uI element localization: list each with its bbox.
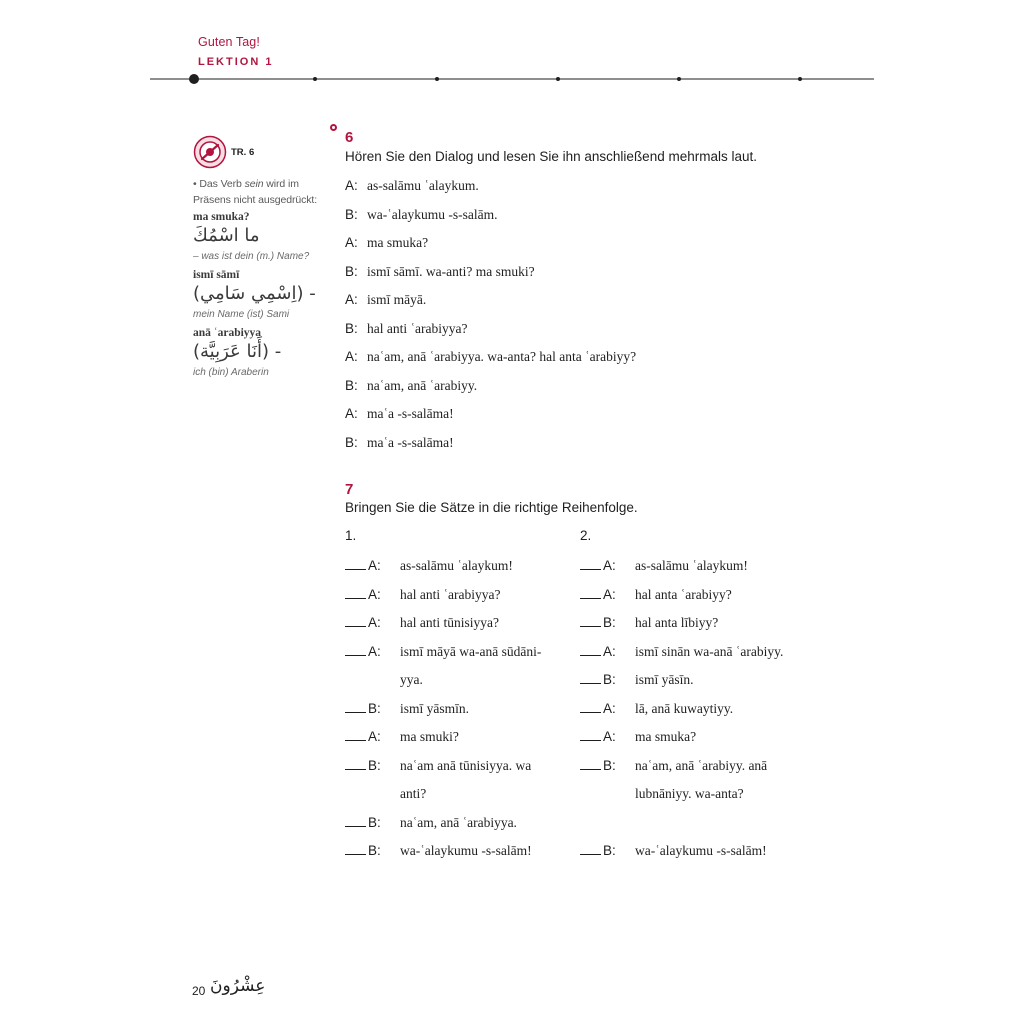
ordering-speaker: A: — [603, 558, 616, 573]
order-number-blank[interactable] — [345, 557, 366, 570]
dialog-text: ismī māyā. — [367, 292, 427, 307]
ordering-text: lubnāniyy. wa-anta? — [635, 786, 744, 801]
example-arabic: (أَنَا عَرَبِيَّة) - — [193, 341, 282, 362]
dialog-speaker: A: — [345, 406, 358, 421]
ordering-text: ismī sinān wa-anā ʿarabiyy. — [635, 643, 784, 659]
dialog-line — [345, 178, 479, 198]
example-translit: ma smuka? — [193, 211, 250, 223]
ordering-speaker: B: — [603, 757, 616, 773]
example-2 — [193, 268, 321, 324]
ordering-speaker: A: — [603, 643, 616, 659]
order-number-blank[interactable] — [580, 586, 601, 599]
ordering-speaker: A: — [603, 586, 616, 602]
ordering-text: lā, anā kuwaytiyy. — [635, 700, 734, 716]
timeline-marker — [435, 77, 439, 81]
example-arabic: (اِسْمِي سَامِي) - — [193, 283, 316, 304]
timeline-marker — [798, 77, 802, 81]
order-number-blank[interactable] — [345, 842, 366, 855]
ordering-text: wa-ʿalaykumu -s-salām! — [400, 843, 532, 858]
cd-icon — [193, 135, 227, 169]
track-label: TR. 6 — [231, 146, 255, 158]
order-number-blank[interactable] — [345, 728, 366, 741]
ordering-row — [580, 842, 767, 862]
dialog-line — [345, 406, 454, 426]
ordering-text: ismī māyā wa-anā sūdāni- — [400, 643, 542, 659]
dialog-text: hal anti ʿarabiyya? — [367, 320, 468, 336]
ordering-row — [345, 785, 426, 805]
dialog-line — [345, 292, 426, 312]
ordering-text: hal anti ʿarabiyya? — [400, 586, 501, 602]
exercise-7-number: 7 — [345, 481, 354, 498]
dialog-speaker: B: — [345, 206, 358, 222]
ordering-text: ismī yāsmīn. — [400, 700, 470, 716]
timeline-marker — [313, 77, 317, 81]
ordering-speaker: A: — [368, 586, 381, 602]
order-number-blank[interactable] — [580, 671, 601, 684]
ordering-row — [345, 728, 459, 748]
page-number-arabic: عِشْرُونَ — [210, 976, 266, 996]
grammar-note: • Das Verb sein wird im Präsens nicht ausgedrückt: — [193, 178, 318, 206]
dialog-text: as-salāmu ʿalaykum. — [367, 178, 479, 193]
ordering-row — [580, 671, 694, 691]
example-translit: ismī sāmī — [193, 269, 240, 281]
exercise-6-instruction: Hören Sie den Dialog und lesen Sie ihn anschließend mehrmals laut. — [345, 149, 757, 164]
ordering-text: hal anta ʿarabiyy? — [635, 586, 732, 602]
audio-track-row — [193, 134, 321, 170]
order-number-blank[interactable] — [580, 557, 601, 570]
example-gloss: ich (bin) Araberin — [193, 367, 269, 378]
ordering-text: ismī yāsīn. — [635, 672, 694, 687]
timeline-marker — [556, 77, 560, 81]
example-gloss: – was ist dein (m.) Name? — [193, 251, 310, 262]
ordering-speaker: A: — [368, 558, 381, 573]
example-3 — [193, 326, 321, 382]
ordering-row — [580, 557, 748, 577]
ordering-row — [345, 614, 499, 634]
dialog-line — [345, 435, 454, 455]
order-number-blank[interactable] — [345, 814, 366, 827]
ordering-text: naʿam anā tūnisiyya. wa — [400, 757, 532, 773]
dialog-speaker: B: — [345, 263, 358, 279]
order-number-blank[interactable] — [580, 842, 601, 855]
ordering-text: anti? — [400, 786, 427, 801]
ordering-row — [345, 757, 531, 777]
dialog-line — [345, 349, 636, 369]
ordering-speaker: A: — [368, 729, 381, 744]
ordering-row — [345, 586, 500, 606]
order-number-blank[interactable] — [580, 757, 601, 770]
dialog-line — [345, 378, 477, 398]
ordering-row — [345, 557, 513, 577]
order-number-blank[interactable] — [345, 586, 366, 599]
example-translit: anā ʿarabiyya — [193, 327, 262, 339]
ordering-row — [580, 785, 744, 805]
dialog-text: naʿam, anā ʿarabiyy. — [367, 377, 478, 393]
ordering-row — [345, 842, 532, 862]
ordering-speaker: A: — [603, 700, 616, 716]
lesson-progress-timeline — [0, 0, 1024, 100]
exercise-7-instruction: Bringen Sie die Sätze in die richtige Reihenfolge. — [345, 500, 638, 515]
dialog-line — [345, 264, 535, 284]
dialog-speaker: A: — [345, 178, 358, 193]
ordering-row — [345, 671, 423, 691]
dialog-speaker: A: — [345, 235, 358, 250]
timeline-current-marker — [189, 74, 199, 84]
ordering-text: naʿam, anā ʿarabiyya. — [400, 814, 517, 830]
ordering-row — [580, 586, 732, 606]
ordering-text: hal anti tūnisiyya? — [400, 615, 499, 630]
dialog-line — [345, 207, 497, 227]
order-number-blank[interactable] — [580, 728, 601, 741]
ordering-text: ma smuki? — [400, 729, 459, 744]
ordering-speaker: B: — [603, 615, 616, 630]
dialog-line — [345, 321, 467, 341]
order-number-blank[interactable] — [580, 643, 601, 656]
ordering-speaker: B: — [368, 757, 381, 773]
timeline-marker — [677, 77, 681, 81]
exercise-6-number: 6 — [345, 129, 354, 146]
ordering-row — [345, 814, 517, 834]
ordering-speaker: B: — [368, 843, 381, 858]
order-number-blank[interactable] — [345, 700, 366, 713]
ordering-speaker: A: — [368, 615, 381, 630]
ordering-text: naʿam, anā ʿarabiyy. anā — [635, 757, 768, 773]
ordering-speaker: A: — [368, 643, 381, 659]
dialog-text: wa-ʿalaykumu -s-salām. — [367, 206, 498, 222]
ordering-text: as-salāmu ʿalaykum! — [635, 558, 748, 573]
ordering-text: hal anta lībiyy? — [635, 615, 719, 630]
ordering-speaker: B: — [368, 814, 381, 830]
audio-indicator-icon — [330, 124, 337, 131]
example-1 — [193, 210, 321, 266]
ordering-row — [345, 700, 469, 720]
order-number-blank[interactable] — [345, 757, 366, 770]
sidebar-notes — [193, 134, 321, 382]
ordering-text: ma smuka? — [635, 729, 697, 744]
example-arabic: ما اسْمُكَ — [193, 225, 260, 246]
dialog-line — [345, 235, 428, 255]
page-number: 20 — [192, 984, 206, 998]
order-number-blank[interactable] — [345, 614, 366, 627]
ordering-row — [580, 643, 783, 663]
dialog-speaker: B: — [345, 377, 358, 393]
ordering-row — [580, 757, 767, 777]
dialog-speaker: B: — [345, 434, 358, 450]
exercise-7-column-1-heading: 1. — [345, 528, 357, 543]
ordering-row — [580, 614, 718, 634]
order-number-blank[interactable] — [580, 700, 601, 713]
ordering-speaker: B: — [603, 843, 616, 858]
ordering-row — [580, 700, 733, 720]
ordering-speaker: A: — [603, 729, 616, 744]
ordering-text: yya. — [400, 672, 423, 687]
dialog-text: ma smuka? — [367, 235, 429, 250]
lesson-label: LEKTION 1 — [198, 56, 274, 68]
ordering-row — [345, 643, 541, 663]
example-gloss: mein Name (ist) Sami — [193, 309, 290, 320]
dialog-text: naʿam, anā ʿarabiyya. wa-anta? hal anta ʿarabiyy? — [367, 349, 637, 364]
dialog-speaker: A: — [345, 292, 358, 307]
dialog-speaker: A: — [345, 349, 358, 364]
ordering-text: wa-ʿalaykumu -s-salām! — [635, 843, 767, 858]
ordering-speaker: B: — [368, 700, 381, 716]
order-number-blank[interactable] — [580, 614, 601, 627]
dialog-text: maʿa -s-salāma! — [367, 406, 454, 421]
dialog-speaker: B: — [345, 320, 358, 336]
dialog-text: ismī sāmī. wa-anti? ma smuki? — [367, 263, 535, 279]
lesson-title: Guten Tag! — [198, 35, 260, 49]
exercise-7-column-2-heading: 2. — [580, 528, 592, 543]
order-number-blank[interactable] — [345, 643, 366, 656]
ordering-text: as-salāmu ʿalaykum! — [400, 558, 513, 573]
dialog-text: maʿa -s-salāma! — [367, 434, 454, 450]
ordering-speaker: B: — [603, 672, 616, 687]
ordering-row — [580, 728, 696, 748]
